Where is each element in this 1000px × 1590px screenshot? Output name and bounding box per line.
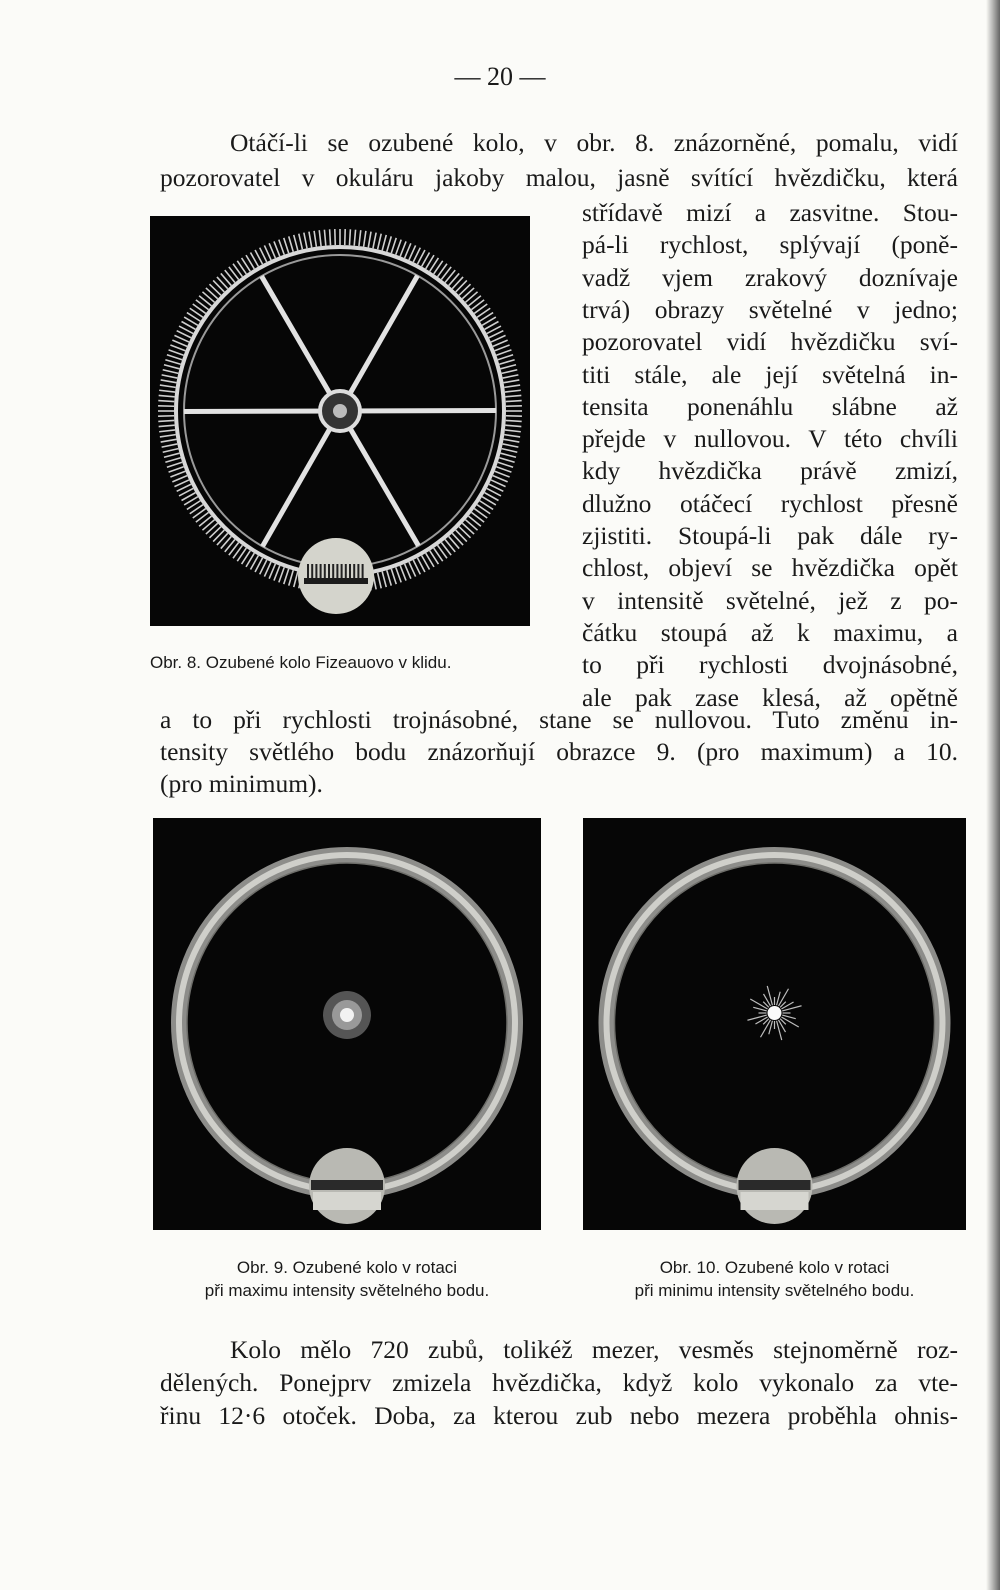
text-line: vadž vjem zrakový doznívaje [582, 262, 958, 292]
figure-10-caption-line-1: Obr. 10. Ozubené kolo v rotaci [659, 1258, 890, 1277]
text-line: dlužno otáčecí rychlost přesně [582, 488, 958, 518]
figure-8-wheel-at-rest [150, 216, 530, 626]
text-line: přejde v nullovou. V této chvíli [582, 424, 958, 454]
figure-10-wheel-rotating-minimum [583, 818, 966, 1230]
text-line: pá-li rychlost, splývají (poně- [582, 230, 958, 260]
text-line: čátku stoupá až k maximu, a [582, 617, 958, 647]
text-line: to při rychlosti dvojnásobné, [582, 650, 958, 680]
figure-10-caption-line-2: při minimu intensity světelného bodu. [634, 1281, 915, 1300]
fizeau-wheel-min-image [583, 818, 966, 1230]
text-line: chlost, objeví se hvězdička opět [582, 553, 958, 583]
text-line: tensita ponenáhlu slábne až [582, 391, 958, 421]
text-line: (pro minimum). [160, 769, 323, 798]
figure-9-wheel-rotating-maximum [153, 818, 541, 1230]
text-line: trvá) obrazy světelné v jedno; [582, 294, 958, 324]
text-line: zjistiti. Stoupá-li pak dále ry- [582, 521, 958, 550]
figure-9-caption-line-2: při maximu intensity světelného bodu. [204, 1281, 490, 1300]
text-line: řinu 12·6 otoček. Doba, za kterou zub nebo mezera proběhla ohnis- [160, 1401, 958, 1430]
text-line: v intensitě světelné, jež z po- [582, 585, 958, 615]
text-line: Kolo mělo 720 zubů, tolikéž mezer, vesměs stejnoměrně roz- [230, 1335, 958, 1364]
figure-9-caption-line-1: Obr. 9. Ozubené kolo v rotaci [236, 1258, 458, 1277]
text-line: dělených. Ponejprv zmizela hvězdička, když kolo vykonalo za vte- [160, 1368, 958, 1397]
text-line: a to při rychlosti trojnásobné, stane se nullovou. Tuto změnu in- [160, 705, 958, 734]
page-edge-shadow [986, 0, 1000, 1590]
figure-8-caption: Obr. 8. Ozubené kolo Fizeauovo v klidu. [150, 653, 452, 672]
text-line: kdy hvězdička právě zmizí, [582, 456, 958, 486]
text-line: titi stále, ale její světelná in- [582, 359, 958, 389]
text-line: pozorovatel vidí hvězdičku sví- [582, 327, 958, 357]
fizeau-wheel-max-image [153, 818, 541, 1230]
page-number: — 20 — [454, 62, 546, 91]
text-line: střídavě mizí a zasvitne. Stou- [582, 198, 958, 227]
text-line: ale pak zase klesá, až opětně [582, 682, 958, 712]
text-line: tensity světlého bodu znázorňují obrazce 9. (pro maximum) a 10. [160, 737, 958, 766]
text-line: pozorovatel v okuláru jakoby malou, jasně svítící hvězdičku, která [160, 163, 958, 192]
text-line: Otáčí-li se ozubené kolo, v obr. 8. znázorněné, pomalu, vidí [230, 128, 958, 157]
fizeau-wheel-static-image [150, 216, 530, 626]
